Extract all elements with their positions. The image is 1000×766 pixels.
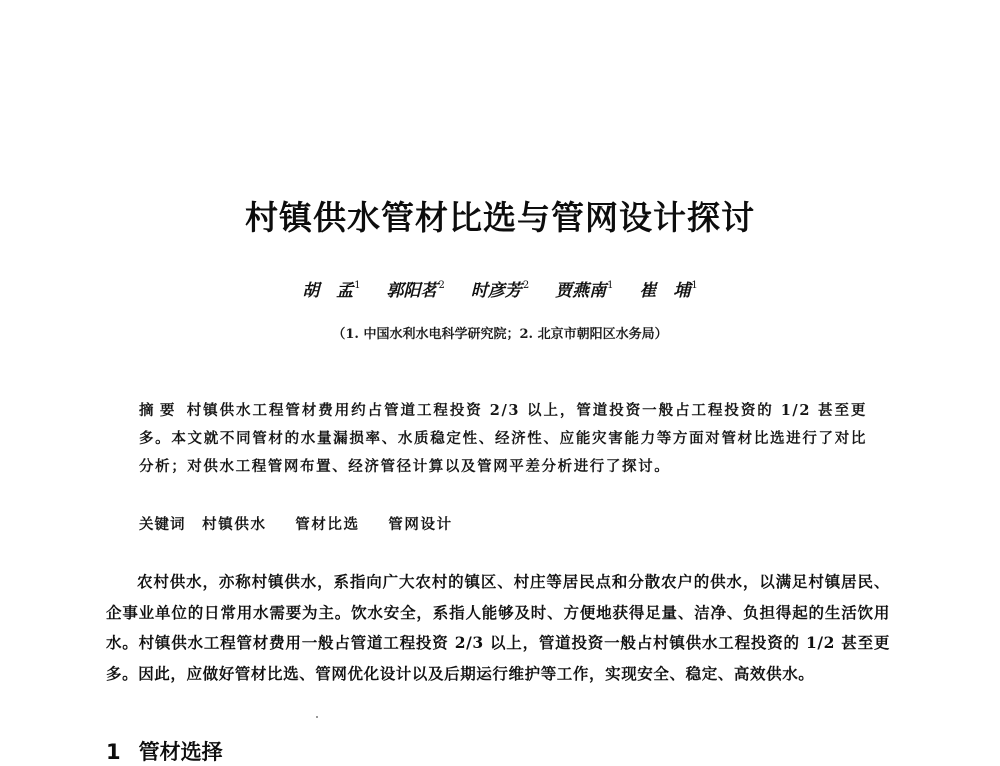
paper-title: 村镇供水管材比选与管网设计探讨 [245, 198, 755, 237]
author-name: 贾燕南 [555, 281, 607, 301]
abstract [139, 397, 867, 481]
author [639, 276, 697, 301]
author [471, 276, 529, 301]
author [555, 276, 613, 301]
author-list [0, 276, 1000, 301]
author-affiliation-mark: 1 [607, 280, 614, 291]
keywords-label: 关键词 [139, 517, 186, 533]
section-heading [106, 736, 223, 766]
author-name: 郭阳茗 [386, 281, 438, 301]
author-name: 时彦芳 [470, 281, 522, 301]
affiliations: （1. 中国水利水电科学研究院；2. 北京市朝阳区水务局） [332, 327, 668, 342]
scan-artifact-dot [316, 716, 318, 718]
abstract-text: 村镇供水工程管材费用约占管道工程投资 2/3 以上，管道投资一般占工程投资的 1/2 甚至更多。本文就不同管材的水量漏损率、水质稳定性、经济性、应能灾害能力等方面对管材比选进行了对比分析；对供水工程管网布置、经济管径计算以及管网平差分析进行了探讨。 [139, 402, 867, 475]
author [387, 276, 445, 301]
author-affiliation-mark: 2 [522, 280, 530, 291]
author-name: 胡 孟 [302, 281, 354, 301]
author-affiliation-mark: 1 [691, 280, 698, 291]
author [302, 276, 360, 301]
author-affiliation-mark: 2 [438, 280, 445, 291]
abstract-label: 摘要 [139, 403, 181, 419]
keyword: 村镇供水 [202, 516, 267, 533]
section-number: 1 [106, 740, 121, 764]
author-name: 崔 埔 [639, 281, 691, 301]
author-affiliation-mark: 1 [354, 280, 361, 291]
intro-paragraph: 农村供水，亦称村镇供水，系指向广大农村的镇区、村庄等居民点和分散农户的供水，以满足村镇居民、企事业单位的日常用水需要为主。饮水安全，系指人能够及时、方便地获得足量、洁净、负担得起的生活饮用水。村镇供水工程管材费用一般占管道工程投资 2/3 以上，管道投资一般占村镇供水工程投资的 1/2 甚至更多。因此，应做好管材比选、管网优化设计以及后期运行维护等工作，实现安全、稳定、高效供水。 [106, 572, 890, 683]
keywords [139, 511, 867, 539]
keyword: 管材比选 [295, 516, 360, 533]
section-title: 管材选择 [138, 740, 223, 764]
keyword: 管网设计 [388, 516, 453, 533]
